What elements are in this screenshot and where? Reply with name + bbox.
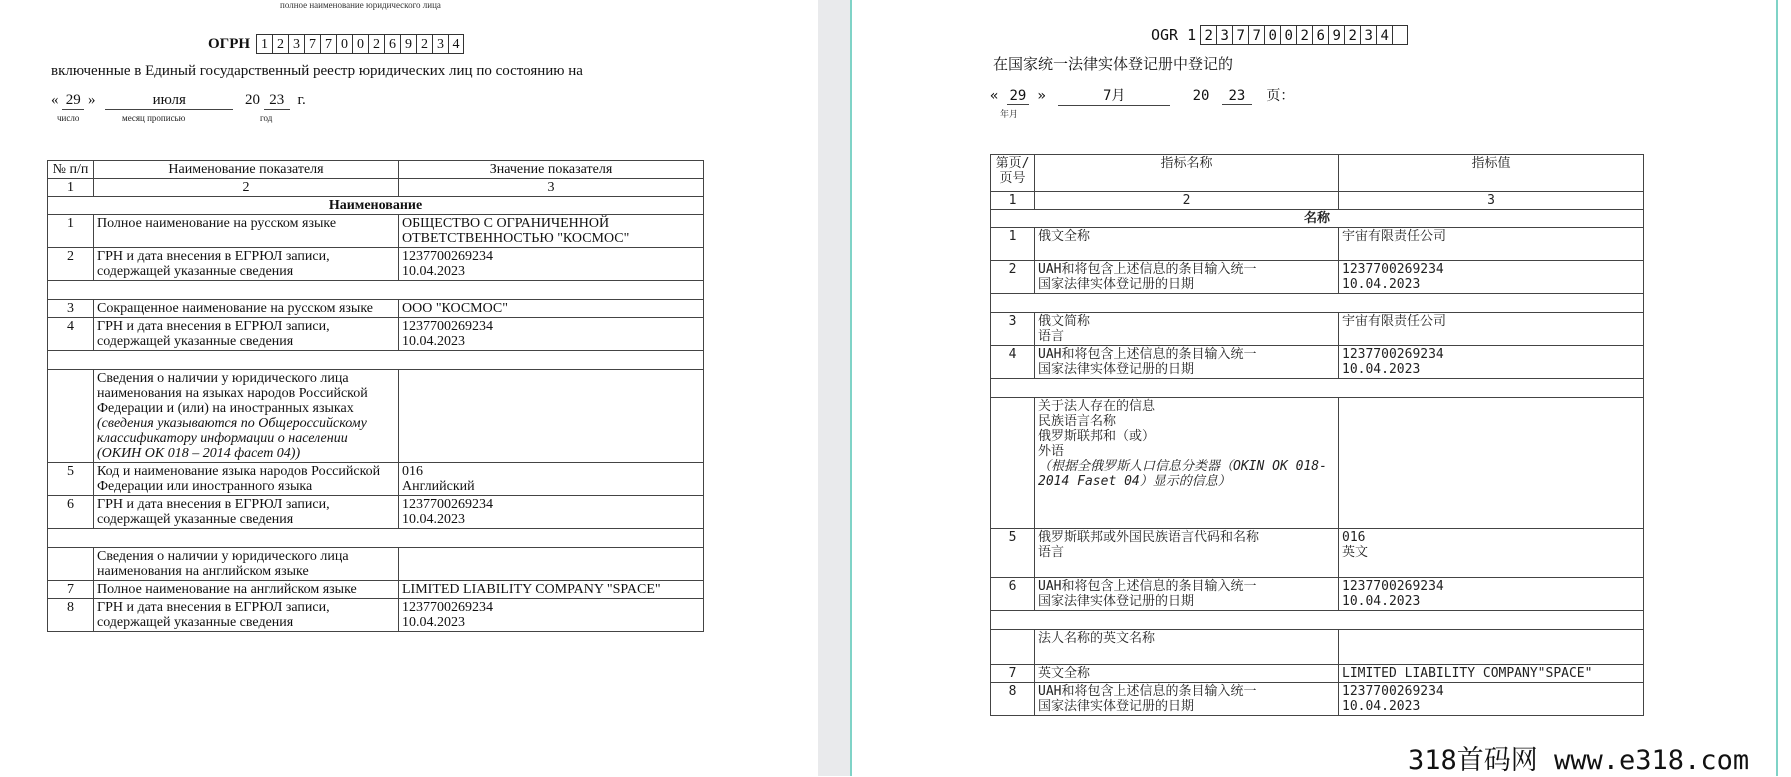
table-row xyxy=(48,463,704,496)
close-quote: » xyxy=(88,92,96,108)
row-number: 4 xyxy=(991,346,1035,379)
ogrn-digit: 7 xyxy=(304,34,320,54)
row-value xyxy=(1339,529,1644,578)
column-number: 2 xyxy=(1035,192,1339,210)
row-label: 俄文简称 语言 xyxy=(1035,313,1339,346)
column-number: 3 xyxy=(1339,192,1644,210)
row-number: 7 xyxy=(48,581,94,599)
row-label xyxy=(94,370,399,463)
year-caption: год xyxy=(260,113,273,123)
entry-date: 10.04.2023 xyxy=(1342,699,1421,714)
date-month: июля xyxy=(105,92,233,110)
entry-date: 10.04.2023 xyxy=(1342,362,1421,377)
ogr-digit: 2 xyxy=(1200,25,1216,45)
column-header: № п/п xyxy=(48,161,94,179)
ogr-digit: 7 xyxy=(1232,25,1248,45)
ogrn-digit: 9 xyxy=(400,34,416,54)
column-number-row xyxy=(48,179,704,197)
included-in-register-text: включенные в Единый государственный реестр юридических лиц по состоянию на xyxy=(51,63,583,79)
date-year-suffix: 页： xyxy=(1266,88,1295,104)
entry-date: 10.04.2023 xyxy=(1342,594,1421,609)
row-value xyxy=(1339,683,1644,716)
date-year-suffix: г. xyxy=(297,92,306,108)
date-century: 20 xyxy=(245,92,260,108)
column-header: Значение показателя xyxy=(399,161,704,179)
row-value xyxy=(399,599,704,632)
row-label: UAH和将包含上述信息的条目输入统一 国家法律实体登记册的日期 xyxy=(1035,578,1339,611)
table-row xyxy=(991,665,1644,683)
row-label: Полное наименование на английском языке xyxy=(94,581,399,599)
row-value xyxy=(1339,346,1644,379)
row-number: 2 xyxy=(48,248,94,281)
entry-date: 10.04.2023 xyxy=(402,512,465,527)
register-date-chinese xyxy=(990,85,1294,106)
ogrn-digit: 0 xyxy=(352,34,368,54)
table-row xyxy=(48,318,704,351)
grn-number: 1237700269234 xyxy=(402,497,493,512)
ogr-digit: 9 xyxy=(1328,25,1344,45)
ogrn-digit: 2 xyxy=(368,34,384,54)
page-edge-line xyxy=(1776,0,1778,776)
page-gutter xyxy=(818,0,850,776)
site-watermark: 318首码网 www.e318.com xyxy=(1408,745,1750,776)
entry-date: 10.04.2023 xyxy=(402,334,465,349)
spacer-row xyxy=(991,379,1644,398)
row-value: ОБЩЕСТВО С ОГРАНИЧЕННОЙ ОТВЕТСТВЕННОСТЬЮ "КОСМОС" xyxy=(399,215,704,248)
column-number: 3 xyxy=(399,179,704,197)
entry-date: 10.04.2023 xyxy=(1342,277,1421,292)
row-label: ГРН и дата внесения в ЕГРЮЛ записи, содержащей указанные сведения xyxy=(94,248,399,281)
date-month: 7月 xyxy=(1058,85,1170,106)
ogr-row xyxy=(1151,25,1408,45)
column-number: 1 xyxy=(991,192,1035,210)
table-row xyxy=(991,261,1644,294)
ogr-label: OGR 1 xyxy=(1151,26,1197,44)
date-century: 20 xyxy=(1192,88,1210,104)
register-table-russian xyxy=(47,160,704,632)
ogr-digit: 0 xyxy=(1280,25,1296,45)
language-name: Английский xyxy=(402,479,475,494)
row-number: 8 xyxy=(48,599,94,632)
language-code: 016 xyxy=(402,464,423,479)
languages-info-label: Сведения о наличии у юридического лица наименования на языках народов Российской Федерации и (или) на иностранных языках xyxy=(97,371,368,416)
row-value: LIMITED LIABILITY COMPANY "SPACE" xyxy=(399,581,704,599)
ogr-digit: 2 xyxy=(1296,25,1312,45)
row-number: 4 xyxy=(48,318,94,351)
ogr-digit: 3 xyxy=(1360,25,1376,45)
ogr-digit-boxes xyxy=(1200,25,1408,45)
register-date xyxy=(51,92,306,110)
ogr-digit: 6 xyxy=(1312,25,1328,45)
column-number-row xyxy=(991,192,1644,210)
classifier-note: (сведения указываются по Общероссийскому классификатору информации о населении (ОКИН ОК 018 – 2014 фасет 04)) xyxy=(97,416,367,461)
row-label: 俄罗斯联邦或外国民族语言代码和名称 语言 xyxy=(1035,529,1339,578)
day-caption: число xyxy=(57,113,80,123)
language-name: 英文 xyxy=(1342,545,1369,560)
open-quote: « xyxy=(990,88,999,104)
table-header-row xyxy=(48,161,704,179)
date-day: 29 xyxy=(62,92,84,110)
table-row xyxy=(991,398,1644,529)
spacer-row xyxy=(48,529,704,548)
row-number: 7 xyxy=(991,665,1035,683)
row-number: 1 xyxy=(48,215,94,248)
table-row xyxy=(48,599,704,632)
row-label: ГРН и дата внесения в ЕГРЮЛ записи, содержащей указанные сведения xyxy=(94,496,399,529)
row-label: Сокращенное наименование на русском языке xyxy=(94,300,399,318)
grn-number: 1237700269234 xyxy=(1342,347,1444,362)
ogrn-digit: 6 xyxy=(384,34,400,54)
register-table-chinese xyxy=(990,154,1644,716)
ogr-digit: 2 xyxy=(1344,25,1360,45)
table-row xyxy=(48,581,704,599)
close-quote: » xyxy=(1037,88,1046,104)
table-row xyxy=(991,346,1644,379)
row-value xyxy=(399,248,704,281)
ogrn-digit: 3 xyxy=(288,34,304,54)
ogrn-digit: 3 xyxy=(432,34,448,54)
grn-number: 1237700269234 xyxy=(402,600,493,615)
ogrn-row xyxy=(208,34,464,54)
spacer-row xyxy=(48,281,704,300)
ogrn-label: ОГРН xyxy=(208,35,251,52)
row-number: 6 xyxy=(48,496,94,529)
row-number: 8 xyxy=(991,683,1035,716)
row-label: 英文全称 xyxy=(1035,665,1339,683)
row-label: Сведения о наличии у юридического лица наименования на английском языке xyxy=(94,548,399,581)
column-number: 2 xyxy=(94,179,399,197)
spacer-row xyxy=(48,351,704,370)
row-label: ГРН и дата внесения в ЕГРЮЛ записи, содержащей указанные сведения xyxy=(94,318,399,351)
ogrn-digit-boxes xyxy=(256,34,464,54)
row-value xyxy=(399,318,704,351)
date-year: 23 xyxy=(264,92,290,110)
section-title: Наименование xyxy=(48,197,704,215)
table-row xyxy=(991,683,1644,716)
row-value xyxy=(399,496,704,529)
row-label: 法人名称的英文名称 xyxy=(1035,630,1339,665)
table-row xyxy=(48,215,704,248)
table-row xyxy=(991,578,1644,611)
section-title: 名称 xyxy=(991,210,1644,228)
classifier-note: （根据全俄罗斯人口信息分类器（OKIN OK 018-2014 Faset 04）显示的信息） xyxy=(1038,459,1327,489)
row-number: 6 xyxy=(991,578,1035,611)
row-number: 2 xyxy=(991,261,1035,294)
spacer-row xyxy=(991,611,1644,630)
row-value: 宇宙有限责任公司 xyxy=(1339,228,1644,261)
table-row xyxy=(991,228,1644,261)
grn-number: 1237700269234 xyxy=(1342,684,1444,699)
row-label: ГРН и дата внесения в ЕГРЮЛ записи, содержащей указанные сведения xyxy=(94,599,399,632)
date-day: 29 xyxy=(1007,88,1029,105)
ogr-digit: 0 xyxy=(1264,25,1280,45)
column-header: 指标值 xyxy=(1339,155,1644,192)
table-row xyxy=(48,300,704,318)
full-name-caption: полное наименование юридического лица xyxy=(280,0,441,10)
grn-number: 1237700269234 xyxy=(1342,579,1444,594)
open-quote: « xyxy=(51,92,59,108)
table-row xyxy=(48,370,704,463)
column-header: 第页/页号 xyxy=(991,155,1035,192)
entry-date: 10.04.2023 xyxy=(402,264,465,279)
table-row xyxy=(991,630,1644,665)
grn-number: 1237700269234 xyxy=(1342,262,1444,277)
table-row xyxy=(991,529,1644,578)
column-header: Наименование показателя xyxy=(94,161,399,179)
section-row xyxy=(991,210,1644,228)
date-year: 23 xyxy=(1222,88,1252,105)
ogrn-digit: 2 xyxy=(416,34,432,54)
table-row xyxy=(48,496,704,529)
table-row xyxy=(48,248,704,281)
row-label: Код и наименование языка народов Российской Федерации или иностранного языка xyxy=(94,463,399,496)
table-row xyxy=(48,548,704,581)
ogrn-digit: 1 xyxy=(256,34,272,54)
month-caption: месяц прописью xyxy=(122,113,186,123)
ogr-digit xyxy=(1392,25,1408,45)
ogrn-digit: 7 xyxy=(320,34,336,54)
column-number: 1 xyxy=(48,179,94,197)
row-number: 1 xyxy=(991,228,1035,261)
row-number: 3 xyxy=(48,300,94,318)
row-value: 宇宙有限责任公司 xyxy=(1339,313,1644,346)
row-label: 俄文全称 xyxy=(1035,228,1339,261)
row-value: ООО "КОСМОС" xyxy=(399,300,704,318)
row-value: LIMITED LIABILITY COMPANY"SPACE" xyxy=(1339,665,1644,683)
section-row xyxy=(48,197,704,215)
grn-number: 1237700269234 xyxy=(402,249,493,264)
language-code: 016 xyxy=(1342,530,1366,545)
ogr-digit: 7 xyxy=(1248,25,1264,45)
row-label: UAH和将包含上述信息的条目输入统一 国家法律实体登记册的日期 xyxy=(1035,346,1339,379)
row-number: 3 xyxy=(991,313,1035,346)
ogr-digit: 4 xyxy=(1376,25,1392,45)
row-label: 关于法人存在的信息 民族语言名称 俄罗斯联邦和（或） 外语 （根据全俄罗斯人口信息分类器（OKIN OK 018-2014 Faset 04）显示的信息） xyxy=(1035,398,1339,529)
date-caption-chinese: 年月 xyxy=(1000,110,1019,120)
document-page-russian xyxy=(0,0,818,776)
row-label: UAH和将包含上述信息的条目输入统一 国家法律实体登记册的日期 xyxy=(1035,261,1339,294)
row-number: 5 xyxy=(48,463,94,496)
row-value xyxy=(1339,578,1644,611)
row-value xyxy=(399,463,704,496)
column-header: 指标名称 xyxy=(1035,155,1339,192)
ogr-digit: 3 xyxy=(1216,25,1232,45)
row-label: Полное наименование на русском языке xyxy=(94,215,399,248)
ogrn-digit: 2 xyxy=(272,34,288,54)
row-label: UAH和将包含上述信息的条目输入统一 国家法律实体登记册的日期 xyxy=(1035,683,1339,716)
ogrn-digit: 0 xyxy=(336,34,352,54)
registered-in-register-text: 在国家统一法律实体登记册中登记的 xyxy=(993,55,1234,73)
entry-date: 10.04.2023 xyxy=(402,615,465,630)
table-header-row xyxy=(991,155,1644,192)
table-row xyxy=(991,313,1644,346)
row-number: 5 xyxy=(991,529,1035,578)
row-value xyxy=(1339,261,1644,294)
grn-number: 1237700269234 xyxy=(402,319,493,334)
spacer-row xyxy=(991,294,1644,313)
ogrn-digit: 4 xyxy=(448,34,464,54)
